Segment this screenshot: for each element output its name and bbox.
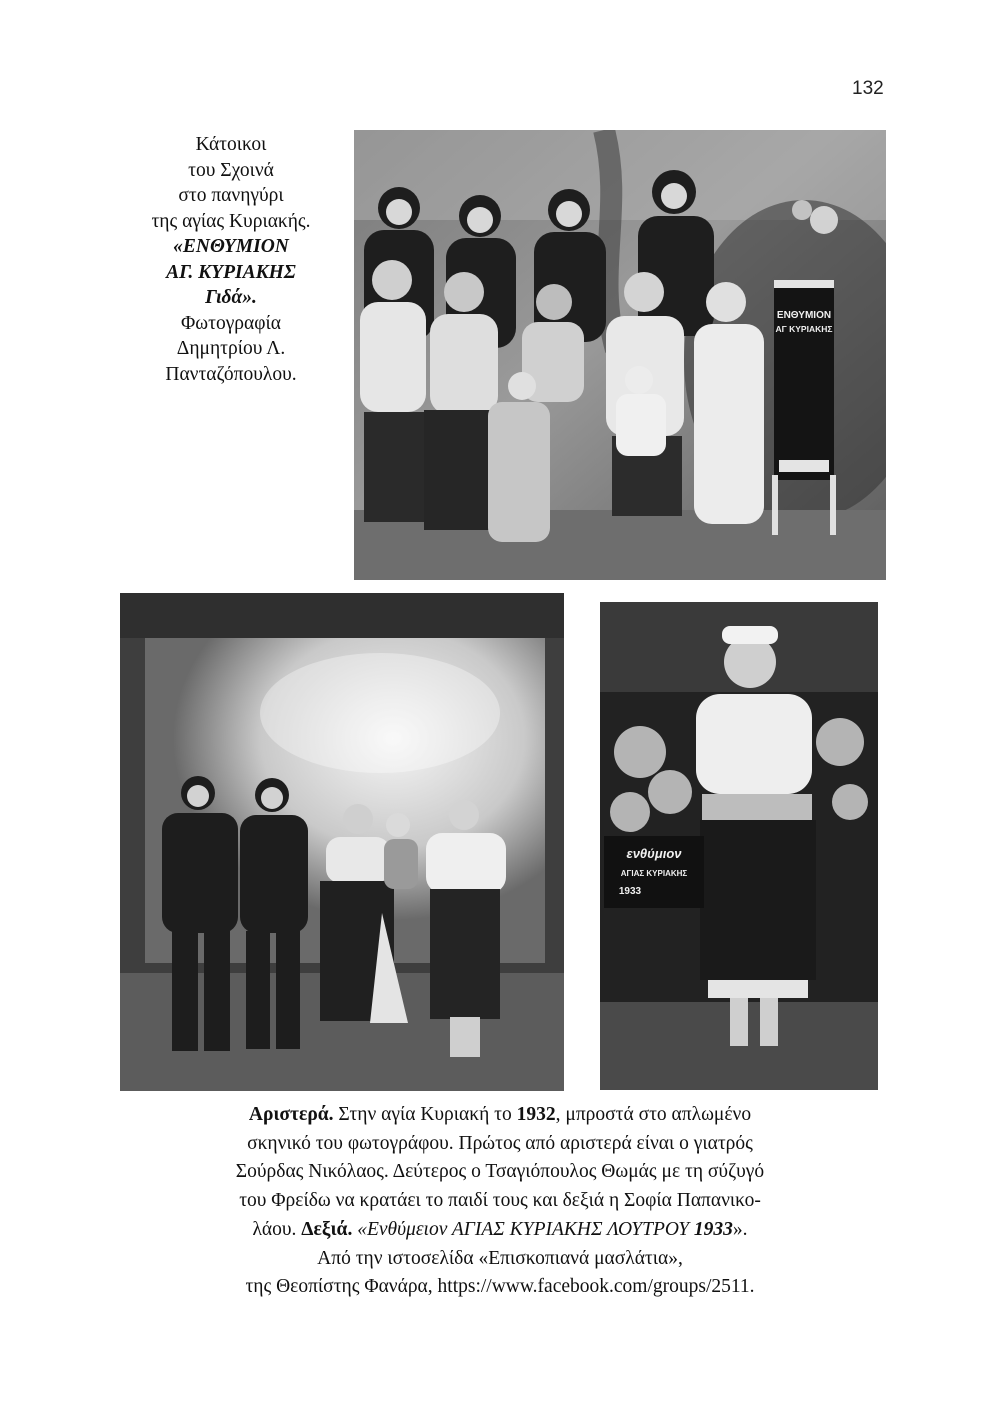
caption-line: σκηνικό του φωτογράφου. Πρώτος από αριστερά είναι ο γιατρός: [247, 1132, 753, 1154]
caption-source-line: της Θεοπίστης Φανάρα, https://www.facebook.com/groups/2511.: [245, 1276, 755, 1298]
group-photo-top: [354, 130, 886, 580]
caption-title-line: «ΕΝΘΥΜΙΟΝ: [173, 236, 289, 257]
caption-text: λάου.: [252, 1218, 302, 1240]
caption-line: του Σχοινά: [188, 159, 274, 181]
top-photo-sign-line1: ΕΝΘΥΜΙΟΝ: [776, 310, 832, 321]
caption-line: Φωτογραφία: [181, 312, 281, 334]
top-photo-sign-line2: ΑΓ ΚΥΡΙΑΚΗΣ: [775, 324, 833, 334]
caption-title-line: Γιδά».: [205, 287, 257, 308]
right-photo-sign-line3: 1933: [618, 886, 642, 897]
caption-text: , μπροστά στο απλωμένο: [555, 1104, 752, 1125]
caption-line: της αγίας Κυριακής.: [151, 210, 311, 232]
caption-left-label: Αριστερά.: [248, 1104, 334, 1125]
caption-right-label: Δεξιά.: [301, 1218, 353, 1240]
caption-text: Στην αγία Κυριακή το: [333, 1104, 517, 1125]
caption-line: [100, 1101, 900, 1130]
caption-line: Από την ιστοσελίδα «Επισκοπιανά μασλάτια»,: [317, 1247, 683, 1269]
page-number: 132: [852, 78, 884, 99]
caption-line: του Φρείδω να κρατάει το παιδί τους και δεξιά η Σοφία Παπανικο-: [239, 1190, 761, 1212]
right-photo-sign-line2: ΑΓΙΑΣ ΚΥΡΙΑΚΗΣ: [620, 869, 688, 878]
caption-line: Σούρδας Νικόλαος. Δεύτερος ο Τσαγιόπουλος Θωμάς με τη σύζυγό: [235, 1161, 765, 1183]
caption-italic-title: «Ενθύμειον ΑΓΙΑΣ ΚΥΡΙΑΚΗΣ ΛΟΥΤΡΟΥ: [352, 1218, 694, 1240]
caption-line: Κάτοικοι: [195, 134, 267, 155]
top-photo-caption: [112, 132, 350, 387]
caption-line: [100, 1216, 900, 1245]
caption-line: Πανταζόπουλου.: [165, 363, 297, 385]
caption-year: 1932: [516, 1104, 556, 1125]
group-photo-bottom-left: [120, 593, 564, 1091]
caption-line: Δημητρίου Λ.: [176, 338, 286, 359]
caption-text: ».: [732, 1218, 748, 1240]
caption-title-line: ΑΓ. ΚΥΡΙΑΚΗΣ: [166, 261, 296, 283]
caption-year: 1933: [693, 1218, 733, 1240]
caption-line: στο πανηγύρι: [178, 185, 284, 206]
portrait-photo-right: [600, 602, 878, 1090]
bottom-caption: [100, 1101, 900, 1302]
right-photo-sign-line1: ενθύμιον: [626, 846, 682, 861]
